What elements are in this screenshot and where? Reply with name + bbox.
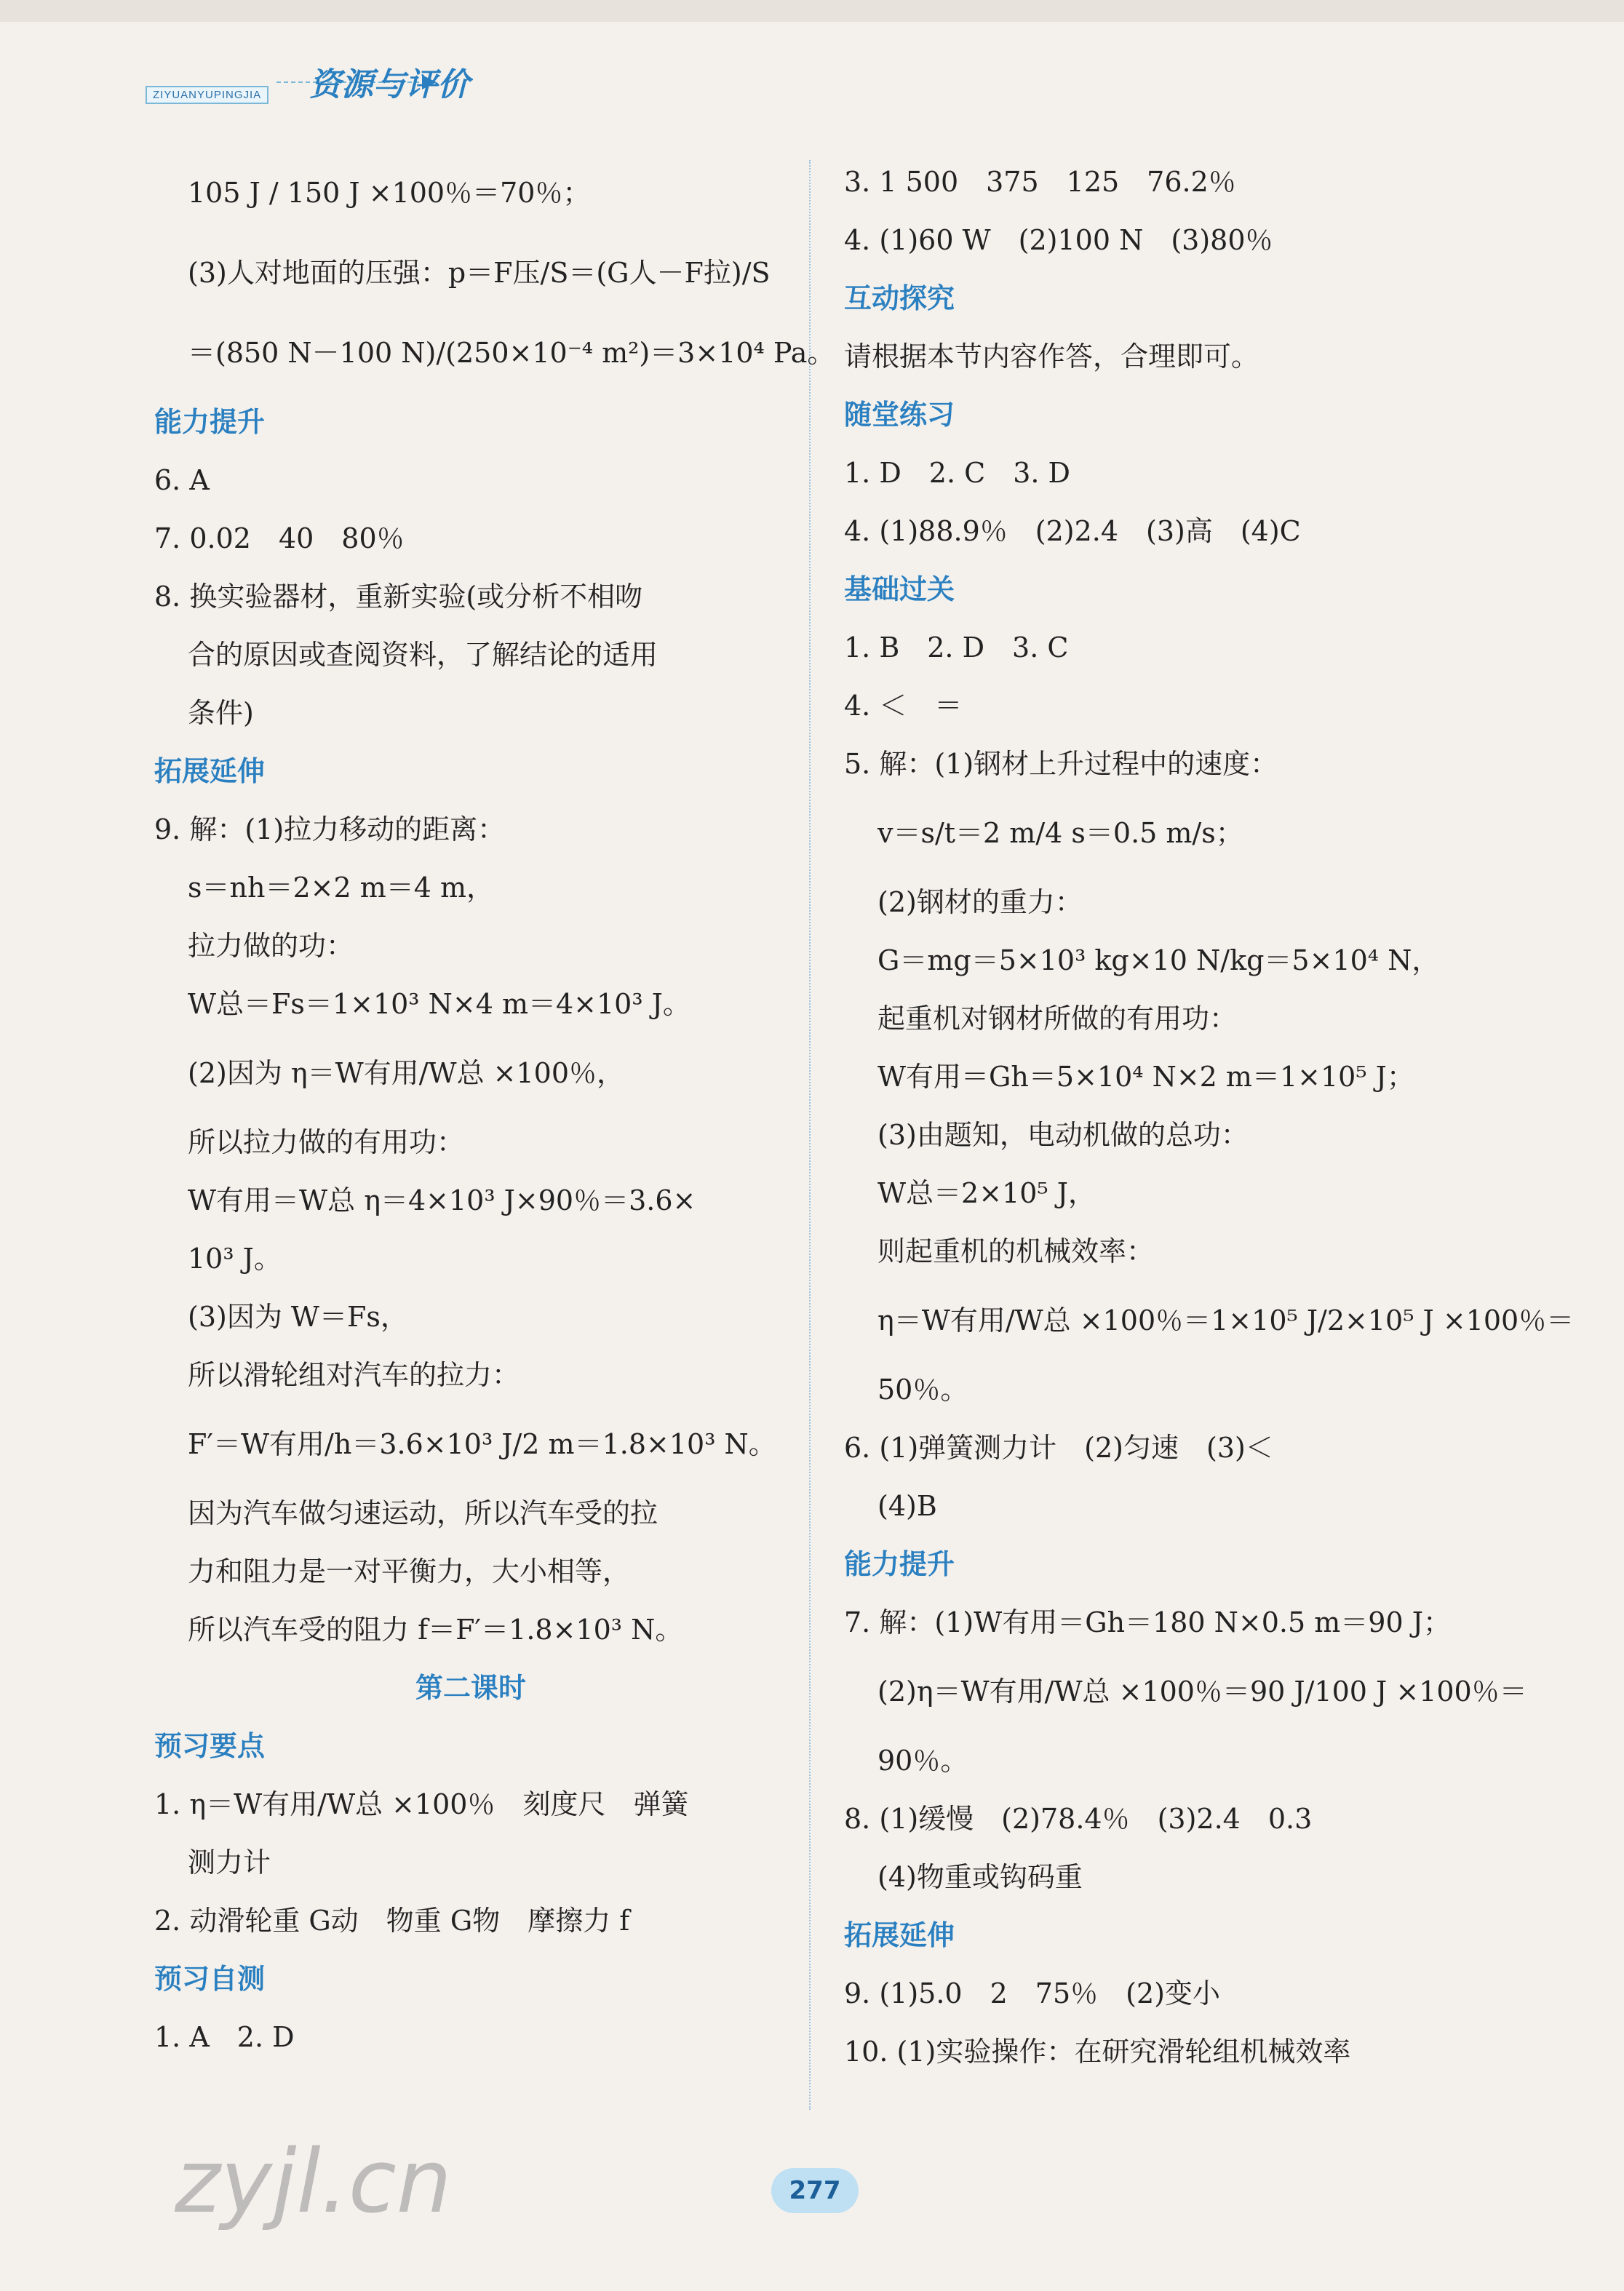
left-column — [154, 153, 835, 2066]
answer-line: 则起重机的机械效率： — [877, 1235, 1155, 1267]
page-number: 277 — [771, 2168, 859, 2213]
section-heading: 能力提升 — [844, 1548, 955, 1580]
answer-line: 90％。 — [877, 1745, 968, 1777]
answer-line: 9. 解：(1)拉力移动的距离： — [154, 813, 506, 845]
answer-line: 拉力做的功： — [188, 930, 354, 962]
right-column — [844, 153, 1575, 2081]
answer-line: 1. D 2. C 3. D — [844, 457, 1071, 489]
answer-line: s＝nh＝2×2 m＝4 m， — [188, 872, 495, 904]
answer-line: 所以汽车受的阻力 f＝F′＝1.8×10³ N。 — [188, 1614, 683, 1646]
top-band — [0, 0, 1624, 22]
answer-line: v＝s/t＝2 m/4 s＝0.5 m/s； — [877, 817, 1243, 849]
header-title: 资源与评价 — [309, 66, 469, 103]
answer-line: 10. (1)实验操作：在研究滑轮组机械效率 — [844, 2036, 1351, 2068]
answer-line: 5. 解：(1)钢材上升过程中的速度： — [844, 748, 1278, 780]
answer-line: 4. ＜ ＝ — [844, 690, 963, 722]
answer-line: 9. (1)5.0 2 75％ (2)变小 — [844, 1977, 1220, 2009]
answer-line: 因为汽车做匀速运动，所以汽车受的拉 — [188, 1497, 658, 1529]
section-heading: 基础过关 — [844, 573, 955, 605]
answer-line: 合的原因或查阅资料，了解结论的适用 — [188, 639, 658, 671]
answer-line: 105 J / 150 J ×100％＝70％； — [188, 177, 591, 209]
section-heading: 随堂练习 — [844, 399, 955, 431]
answer-line: (3)由题知，电动机做的总功： — [877, 1119, 1249, 1151]
section-heading: 预习自测 — [154, 1963, 266, 1995]
answer-line: 6. A — [154, 464, 210, 496]
answer-line: 7. 解：(1)W有用＝Gh＝180 N×0.5 m＝90 J； — [844, 1606, 1451, 1638]
answer-line: 1. B 2. D 3. C — [844, 631, 1069, 664]
answer-line: 7. 0.02 40 80％ — [154, 522, 405, 554]
answer-line: 10³ J。 — [188, 1243, 282, 1275]
lesson-title: 第二课时 — [415, 1672, 526, 1704]
answer-line: ＝(850 N－100 N)/(250×10⁻⁴ m²)＝3×10⁴ Pa。 — [188, 337, 835, 369]
section-heading: 拓展延伸 — [154, 755, 266, 787]
column-divider — [809, 160, 811, 2110]
section-heading: 能力提升 — [154, 406, 266, 438]
answer-line: 4. (1)60 W (2)100 N (3)80％ — [844, 224, 1273, 256]
answer-line: 力和阻力是一对平衡力，大小相等， — [188, 1555, 631, 1587]
page-header — [146, 58, 553, 112]
answer-line: 8. (1)缓慢 (2)78.4％ (3)2.4 0.3 — [844, 1803, 1313, 1835]
answer-line: 1. A 2. D — [154, 2021, 295, 2053]
answer-line: 6. (1)弹簧测力计 (2)匀速 (3)＜ — [844, 1432, 1273, 1464]
answer-line: 3. 1 500 375 125 76.2％ — [844, 166, 1236, 198]
header-pinyin: ZIYUANYUPINGJIA — [146, 86, 268, 104]
answer-line: W有用＝Gh＝5×10⁴ N×2 m＝1×10⁵ J； — [877, 1061, 1414, 1093]
answer-line: (4)物重或钩码重 — [877, 1861, 1083, 1893]
answer-line: 测力计 — [188, 1846, 271, 1878]
answer-line: W总＝Fs＝1×10³ N×4 m＝4×10³ J。 — [188, 988, 690, 1020]
answer-line: W有用＝W总 η＝4×10³ J×90％＝3.6× — [188, 1184, 696, 1216]
answer-line: 所以滑轮组对汽车的拉力： — [188, 1359, 520, 1391]
answer-line: (4)B — [877, 1490, 937, 1522]
answer-line: η＝W有用/W总 ×100％＝1×10⁵ J/2×10⁵ J ×100％＝ — [877, 1304, 1575, 1336]
answer-line: 8. 换实验器材，重新实验(或分析不相吻 — [154, 581, 643, 613]
answer-line: (2)钢材的重力： — [877, 886, 1083, 918]
answer-line: 50％。 — [877, 1374, 968, 1406]
answer-line: 2. 动滑轮重 G动 物重 G物 摩擦力 f — [154, 1905, 630, 1937]
answer-line: W总＝2×10⁵ J， — [877, 1177, 1096, 1209]
answer-line: 1. η＝W有用/W总 ×100％ 刻度尺 弹簧 — [154, 1788, 689, 1820]
answer-line: 所以拉力做的有用功： — [188, 1126, 465, 1158]
section-heading: 拓展延伸 — [844, 1919, 955, 1951]
answer-line: G＝mg＝5×10³ kg×10 N/kg＝5×10⁴ N， — [877, 944, 1440, 976]
answer-line: (3)因为 W＝Fs， — [188, 1301, 408, 1333]
answer-line: 起重机对钢材所做的有用功： — [877, 1003, 1238, 1035]
answer-line: (2)η＝W有用/W总 ×100％＝90 J/100 J ×100％＝ — [877, 1676, 1527, 1708]
section-heading: 互动探究 — [844, 282, 955, 314]
section-heading: 预习要点 — [154, 1730, 266, 1762]
watermark: zyjl.cn — [175, 2132, 452, 2233]
answer-line: 请根据本节内容作答，合理即可。 — [844, 340, 1259, 372]
answer-line: (3)人对地面的压强：p＝F压/S＝(G人－F拉)/S — [188, 257, 771, 289]
answer-line: F′＝W有用/h＝3.6×10³ J/2 m＝1.8×10³ N。 — [188, 1428, 776, 1460]
answer-line: 4. (1)88.9％ (2)2.4 (3)高 (4)C — [844, 515, 1301, 547]
answer-line: (2)因为 η＝W有用/W总 ×100％， — [188, 1057, 625, 1089]
answer-line: 条件) — [188, 697, 254, 729]
